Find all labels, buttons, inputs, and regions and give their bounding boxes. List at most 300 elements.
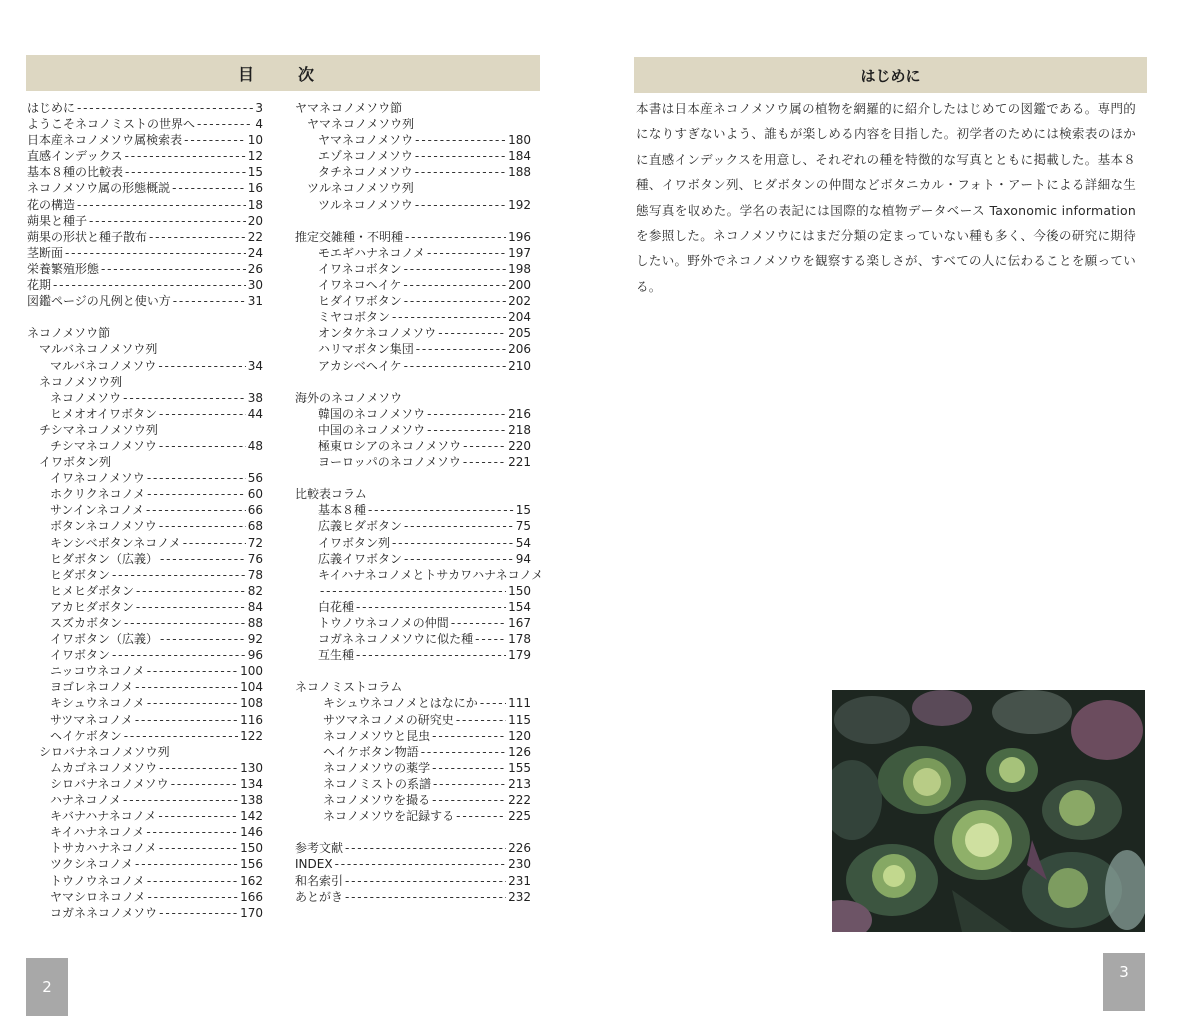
toc-dot-leader (159, 406, 246, 422)
toc-entry-label: ネコノミストの系譜 (323, 776, 432, 791)
toc-entry[interactable] (295, 261, 531, 277)
toc-dot-leader (159, 760, 238, 776)
toc-entry-label: 茎断面 (27, 245, 64, 260)
toc-section-heading (295, 180, 531, 196)
toc-dot-leader (159, 905, 238, 921)
toc-entry-page: 222 (508, 793, 531, 808)
toc-entry-label: 蒴果の形状と種子散布 (27, 229, 148, 244)
toc-entry-page: 72 (247, 535, 263, 550)
toc-dot-leader (405, 229, 506, 245)
toc-dot-leader (172, 180, 246, 196)
toc-entry[interactable] (295, 309, 531, 325)
toc-dot-leader (475, 631, 506, 647)
toc-dot-leader (158, 808, 238, 824)
toc-dot-leader (197, 116, 253, 132)
toc-entry-label: キイハナネコノメ (50, 825, 145, 840)
toc-entry-page: 24 (247, 245, 263, 260)
toc-dot-leader (146, 502, 246, 518)
toc-entry-page: 150 (240, 841, 263, 856)
toc-entry[interactable] (295, 551, 531, 567)
toc-entry-page: 10 (247, 133, 263, 148)
toc-entry-label: ツルネコノメソウ列 (307, 181, 414, 196)
toc-entry-page: 54 (515, 535, 531, 550)
toc-entry[interactable] (27, 583, 263, 599)
toc-entry[interactable] (27, 824, 263, 840)
toc-entry[interactable] (295, 695, 531, 711)
toc-entry-label: 花の構造 (27, 197, 76, 212)
toc-section-heading (295, 390, 531, 406)
toc-dot-leader (427, 422, 506, 438)
toc-entry[interactable] (295, 808, 531, 824)
toc-entry[interactable] (295, 406, 531, 422)
toc-entry-page: 205 (508, 326, 531, 341)
toc-entry[interactable] (295, 229, 531, 245)
toc-entry-label: ネコノメソウ節 (27, 326, 111, 341)
toc-entry-label: 白花種 (318, 599, 355, 614)
left-page (0, 0, 590, 1011)
toc-dot-leader (136, 599, 246, 615)
toc-entry[interactable] (27, 567, 263, 583)
toc-entry-page: 230 (508, 857, 531, 872)
toc-entry-label: キシュウネコノメ (50, 696, 145, 711)
toc-entry-label: キンシベボタンネコノメ (50, 535, 181, 550)
toc-section-heading (27, 374, 263, 390)
toc-dot-leader (345, 873, 506, 889)
toc-entry-page: 111 (508, 696, 531, 711)
toc-entry[interactable] (27, 502, 263, 518)
toc-entry-page: 150 (508, 583, 531, 598)
toc-entry[interactable] (27, 486, 263, 502)
toc-entry-page: 12 (247, 149, 263, 164)
toc-entry-page: 184 (508, 149, 531, 164)
toc-dot-leader (158, 358, 245, 374)
toc-entry-label: トウノウネコノメの仲間 (318, 616, 449, 630)
toc-entry-page: 78 (247, 567, 263, 582)
toc-entry[interactable] (295, 615, 531, 631)
toc-entry-label: 海外のネコノメソウ (295, 390, 403, 405)
toc-entry-label: ヒダボタン（広義） (50, 551, 159, 566)
toc-entry[interactable] (27, 840, 263, 856)
toc-entry-page: 66 (247, 503, 263, 518)
toc-entry[interactable] (27, 148, 263, 164)
toc-entry[interactable] (295, 712, 531, 728)
toc-dot-leader (136, 583, 246, 599)
frosted-leaves-illustration (832, 690, 1145, 932)
toc-entry[interactable] (295, 148, 531, 164)
toc-dot-leader (123, 390, 246, 406)
toc-dot-leader (146, 824, 238, 840)
toc-entry-page: 34 (247, 358, 263, 373)
toc-dot-leader (159, 518, 246, 534)
toc-entry-label: ネコノメソウの薬学 (323, 760, 431, 775)
toc-entry[interactable] (295, 518, 531, 534)
toc-dot-leader (403, 277, 506, 293)
toc-entry-label: 直感インデックス (27, 149, 123, 164)
toc-entry[interactable] (295, 438, 531, 454)
toc-dot-leader (124, 615, 246, 631)
toc-entry-page: 44 (247, 406, 263, 421)
toc-dot-leader (415, 132, 506, 148)
toc-entry-label: 基本８種 (318, 503, 367, 518)
toc-entry-label: ネコノメソウを撮る (323, 793, 431, 808)
toc-entry-page: 188 (508, 165, 531, 180)
toc-spacer (295, 470, 531, 486)
toc-entry[interactable] (27, 518, 263, 534)
toc-spacer (295, 213, 531, 229)
intro-body-text: 本書は日本産ネコノメソウ属の植物を網羅的に紹介したはじめての図鑑である。専門的になりすぎないよう、誰もが楽しめる内容を目指した。初学者のためには検索表のほかに直感インデックスを用意し、それぞれの種を特徴的な写真とともに掲載した。基本８種、イワボタン列、ヒダボタンの仲間などボタニカル・フォト・アートによる詳細な生態写真を収めた。学名の表記には国際的な植物データベース Taxonomic information を参照した。ネコノメソウにはまだ分類の定まっていない種も多く、今後の研究に期待したい。野外でネコノメソウを観察する楽しさが、すべての人に伝わることを願っている。 (636, 101, 1136, 294)
toc-entry[interactable] (27, 100, 263, 116)
toc-entry-page: 26 (247, 261, 263, 276)
toc-entry[interactable] (295, 840, 531, 856)
toc-entry-page: 197 (508, 245, 531, 260)
toc-dot-leader (135, 712, 238, 728)
toc-entry-page: 154 (508, 599, 531, 614)
toc-heading: 目 次 (26, 55, 540, 91)
toc-entry-page: 15 (247, 165, 263, 180)
toc-dot-leader (65, 245, 246, 261)
toc-entry-label: ヨゴレネコノメ (50, 680, 134, 695)
toc-entry-page: 38 (247, 390, 263, 405)
toc-dot-leader (480, 695, 506, 711)
toc-entry[interactable] (295, 277, 531, 293)
toc-entry[interactable] (27, 277, 263, 293)
toc-spacer (295, 824, 531, 840)
toc-entry-label: ホクリクネコノメ (50, 487, 146, 502)
toc-dot-leader (147, 663, 238, 679)
toc-entry[interactable] (27, 551, 263, 567)
toc-entry[interactable] (295, 341, 531, 357)
toc-entry-page: 231 (508, 873, 531, 888)
toc-entry-label: 推定交雑種・不明種 (295, 229, 404, 244)
toc-dot-leader (415, 148, 506, 164)
toc-dot-leader (101, 261, 246, 277)
toc-section-heading (295, 679, 531, 695)
toc-entry-label: イワボタン列 (39, 455, 112, 470)
toc-entry[interactable] (295, 502, 531, 518)
toc-entry-label: スズカボタン (50, 616, 123, 630)
toc-dot-leader (135, 679, 238, 695)
toc-entry[interactable] (295, 454, 531, 470)
toc-entry[interactable] (295, 293, 531, 309)
toc-dot-leader (89, 213, 246, 229)
toc-entry[interactable] (27, 728, 263, 744)
toc-entry[interactable] (295, 358, 531, 374)
toc-dot-leader (356, 647, 506, 663)
toc-dot-leader (368, 502, 514, 518)
toc-entry-page: 198 (508, 261, 531, 276)
toc-entry-page: 16 (247, 181, 263, 196)
toc-entry-page: 88 (247, 616, 263, 630)
toc-entry-page: 196 (508, 229, 531, 244)
toc-entry-label: ヒダボタン (50, 567, 111, 582)
toc-dot-leader (345, 889, 506, 905)
toc-spacer (295, 663, 531, 679)
toc-section-heading (27, 341, 263, 357)
toc-entry-page: 31 (247, 294, 263, 309)
toc-dot-leader (345, 840, 506, 856)
toc-entry[interactable] (295, 422, 531, 438)
toc-entry-page: 56 (247, 471, 263, 486)
toc-entry-page: 138 (240, 793, 263, 808)
toc-entry[interactable] (27, 132, 263, 148)
toc-entry-page: 22 (247, 229, 263, 244)
toc-entry[interactable] (27, 293, 263, 309)
toc-entry-page: 104 (240, 680, 263, 695)
toc-dot-leader (124, 728, 238, 744)
toc-dot-leader (427, 245, 506, 261)
toc-entry-label: INDEX (295, 857, 333, 872)
toc-section-heading (27, 325, 263, 341)
toc-entry-page: 108 (240, 696, 263, 711)
toc-dot-leader (432, 792, 506, 808)
toc-section-heading (27, 422, 263, 438)
toc-entry-page: 179 (508, 648, 531, 663)
toc-entry-label: ハリマボタン集団 (318, 342, 414, 357)
toc-entry[interactable] (27, 905, 263, 921)
toc-spacer (295, 374, 531, 390)
toc-entry-label: ネコノメソウと昆虫 (323, 728, 431, 743)
toc-dot-leader (404, 293, 506, 309)
toc-entry-page: 68 (247, 519, 263, 534)
toc-entry[interactable] (27, 599, 263, 615)
toc-dot-leader (160, 631, 246, 647)
toc-dot-leader (160, 551, 246, 567)
toc-dot-leader (112, 567, 246, 583)
toc-entry[interactable] (27, 873, 263, 889)
toc-entry[interactable] (27, 197, 263, 213)
toc-entry[interactable] (295, 744, 531, 760)
toc-entry-page: 15 (515, 503, 531, 518)
toc-entry-label: マルバネコノメソウ (50, 358, 157, 373)
toc-entry-label: オンタケネコノメソウ (318, 326, 437, 341)
toc-entry[interactable] (295, 245, 531, 261)
toc-entry-label: アカシベヘイケ (318, 358, 402, 373)
toc-entry-label: イワネコノメソウ (50, 471, 145, 486)
toc-dot-leader (404, 261, 506, 277)
toc-entry-label: ヤマネコノメソウ (318, 133, 414, 148)
toc-entry-label: 韓国のネコノメソウ (318, 406, 426, 421)
toc-entry-page: 130 (240, 760, 263, 775)
toc-entry-page: 221 (508, 455, 531, 470)
toc-entry-page: 96 (247, 648, 263, 663)
toc-entry[interactable] (27, 390, 263, 406)
toc-dot-leader (184, 132, 246, 148)
toc-entry-page: 146 (240, 825, 263, 840)
toc-entry-page: 200 (508, 278, 531, 293)
toc-dot-leader (173, 293, 246, 309)
toc-entry-page: 76 (247, 551, 263, 566)
toc-entry[interactable] (27, 856, 263, 872)
toc-entry[interactable] (27, 679, 263, 695)
toc-entry[interactable] (27, 695, 263, 711)
toc-entry[interactable] (295, 728, 531, 744)
toc-dot-leader (148, 889, 239, 905)
toc-entry[interactable] (295, 647, 531, 663)
toc-entry[interactable] (27, 358, 263, 374)
toc-entry[interactable] (27, 712, 263, 728)
toc-dot-leader (392, 309, 506, 325)
toc-entry-page: 218 (508, 422, 531, 437)
toc-section-heading (295, 100, 531, 116)
toc-entry-page: 206 (508, 342, 531, 357)
toc-entry[interactable] (27, 229, 263, 245)
toc-entry-label: コガネネコノメソウ (50, 905, 158, 920)
toc-entry[interactable] (27, 535, 263, 551)
toc-entry-page: 202 (508, 294, 531, 309)
toc-entry[interactable] (295, 599, 531, 615)
toc-dot-leader (433, 776, 506, 792)
toc-entry-label: キバナハナネコノメ (50, 809, 157, 824)
toc-entry[interactable] (27, 760, 263, 776)
toc-entry[interactable] (295, 535, 531, 551)
toc-dot-leader (416, 341, 506, 357)
toc-entry-page: 82 (247, 583, 263, 598)
toc-entry-label: ヤマネコノメソウ列 (307, 117, 415, 132)
toc-entry[interactable] (27, 164, 263, 180)
toc-entry-page: 162 (240, 873, 263, 888)
toc-entry[interactable] (27, 245, 263, 261)
toc-entry-page: 3 (255, 101, 263, 115)
toc-section-heading (295, 116, 531, 132)
toc-dot-leader (456, 712, 506, 728)
toc-entry-page: 60 (247, 487, 263, 502)
toc-dot-leader (404, 518, 514, 534)
toc-entry-page: 20 (247, 213, 263, 228)
toc-entry-label: キシュウネコノメとはなにか (323, 696, 478, 711)
toc-dot-leader (356, 599, 506, 615)
toc-dot-leader (147, 470, 246, 486)
toc-dot-leader (171, 776, 238, 792)
toc-entry-label: 花期 (27, 278, 52, 293)
toc-entry-page: 226 (508, 841, 531, 856)
toc-dot-leader (123, 792, 238, 808)
toc-dot-leader (77, 197, 246, 213)
toc-entry[interactable] (295, 631, 531, 647)
toc-entry[interactable] (295, 889, 531, 905)
toc-entry-label: アカヒダボタン (50, 599, 134, 614)
toc-entry-label: チシマネコノメソウ (50, 438, 157, 453)
toc-entry-label: ヤマネコノメソウ節 (295, 101, 403, 115)
toc-entry-label: ヤマシロネコノメ (50, 889, 146, 904)
toc-entry-page: 216 (508, 406, 531, 421)
toc-entry[interactable] (295, 325, 531, 341)
toc-entry[interactable] (295, 164, 531, 180)
toc-entry-page: 213 (508, 776, 531, 791)
toc-entry[interactable] (295, 132, 531, 148)
toc-entry-label: ネコノメソウ (50, 390, 122, 405)
toc-entry[interactable] (27, 116, 263, 132)
toc-entry-label: はじめに (27, 101, 76, 115)
toc-entry-label: 中国のネコノメソウ (318, 422, 426, 437)
toc-entry-label: ミヤコボタン (318, 310, 391, 325)
toc-entry[interactable] (295, 856, 531, 872)
toc-entry[interactable] (27, 889, 263, 905)
toc-entry-label: 比較表コラム (295, 487, 367, 502)
intro-heading: はじめに (634, 57, 1147, 93)
toc-dot-leader (438, 325, 506, 341)
toc-dot-leader (147, 873, 238, 889)
toc-entry-page: 167 (508, 616, 531, 630)
toc-entry-page: 204 (508, 310, 531, 325)
toc-dot-leader (404, 551, 514, 567)
toc-entry[interactable] (27, 776, 263, 792)
toc-entry-label: ヒダイワボタン (318, 294, 402, 309)
toc-entry[interactable] (27, 663, 263, 679)
toc-dot-leader (149, 229, 246, 245)
toc-entry[interactable] (27, 470, 263, 486)
toc-entry-label: エゾネコノメソウ (318, 149, 413, 164)
toc-entry-label: ツクシネコノメ (50, 857, 134, 872)
toc-entry-label: イワネコボタン (318, 261, 402, 276)
toc-entry[interactable] (295, 873, 531, 889)
toc-entry-label: 図鑑ページの凡例と使い方 (27, 294, 171, 309)
toc-dot-leader (432, 728, 506, 744)
toc-entry[interactable] (295, 776, 531, 792)
toc-dot-leader (320, 583, 506, 599)
plant-photo (832, 690, 1145, 932)
toc-column-left (27, 100, 263, 921)
toc-dot-leader (135, 856, 238, 872)
toc-entry-label: 蒴果と種子 (27, 213, 88, 228)
toc-entry-label: イワボタン (50, 648, 111, 663)
toc-dot-leader (77, 100, 253, 116)
toc-dot-leader (147, 695, 238, 711)
toc-entry-label: トウノウネコノメ (50, 873, 145, 888)
toc-entry[interactable] (27, 615, 263, 631)
toc-entry[interactable] (27, 631, 263, 647)
toc-entry[interactable] (27, 647, 263, 663)
toc-entry[interactable] (27, 406, 263, 422)
toc-entry-label: ヒメヒダボタン (50, 583, 135, 598)
toc-dot-leader (53, 277, 246, 293)
toc-dot-leader (427, 406, 506, 422)
toc-dot-leader (159, 438, 246, 454)
toc-entry[interactable] (27, 180, 263, 196)
toc-dot-leader (335, 856, 507, 872)
toc-dot-leader (432, 760, 506, 776)
toc-entry[interactable] (27, 261, 263, 277)
page-number-left: 2 (26, 958, 68, 1016)
toc-section-heading (27, 454, 263, 470)
toc-entry[interactable] (295, 760, 531, 776)
toc-entry-page: 94 (515, 551, 531, 566)
toc-entry-page: 170 (240, 905, 263, 920)
toc-entry[interactable] (295, 583, 531, 599)
toc-entry-label: 日本産ネコノメソウ属検索表 (27, 133, 183, 148)
toc-entry[interactable] (27, 808, 263, 824)
toc-dot-leader (392, 535, 514, 551)
toc-entry-label: ヘイケボタン物語 (323, 744, 419, 759)
toc-entry-page: 220 (508, 438, 531, 453)
toc-entry[interactable] (295, 792, 531, 808)
toc-dot-leader (112, 647, 246, 663)
toc-entry[interactable] (27, 438, 263, 454)
toc-entry-label: トサカハナネコノメ (50, 841, 157, 856)
toc-entry[interactable] (27, 792, 263, 808)
toc-entry[interactable] (27, 213, 263, 229)
toc-entry-label: ネコノメソウを記録する (323, 809, 455, 824)
toc-entry-label: 広義ヒダボタン (318, 519, 403, 534)
toc-entry-label: ネコノメソウ列 (39, 374, 123, 389)
toc-dot-leader (183, 535, 246, 551)
toc-entry-label: ニッコウネコノメ (50, 664, 145, 679)
toc-entry[interactable] (295, 197, 531, 213)
toc-entry-label: ヘイケボタン (50, 728, 122, 743)
toc-entry-label: コガネネコノメソウに似た種 (318, 632, 474, 647)
toc-entry-label: イワネコヘイケ (318, 278, 402, 293)
toc-section-heading (27, 744, 263, 760)
toc-dot-leader (415, 164, 506, 180)
